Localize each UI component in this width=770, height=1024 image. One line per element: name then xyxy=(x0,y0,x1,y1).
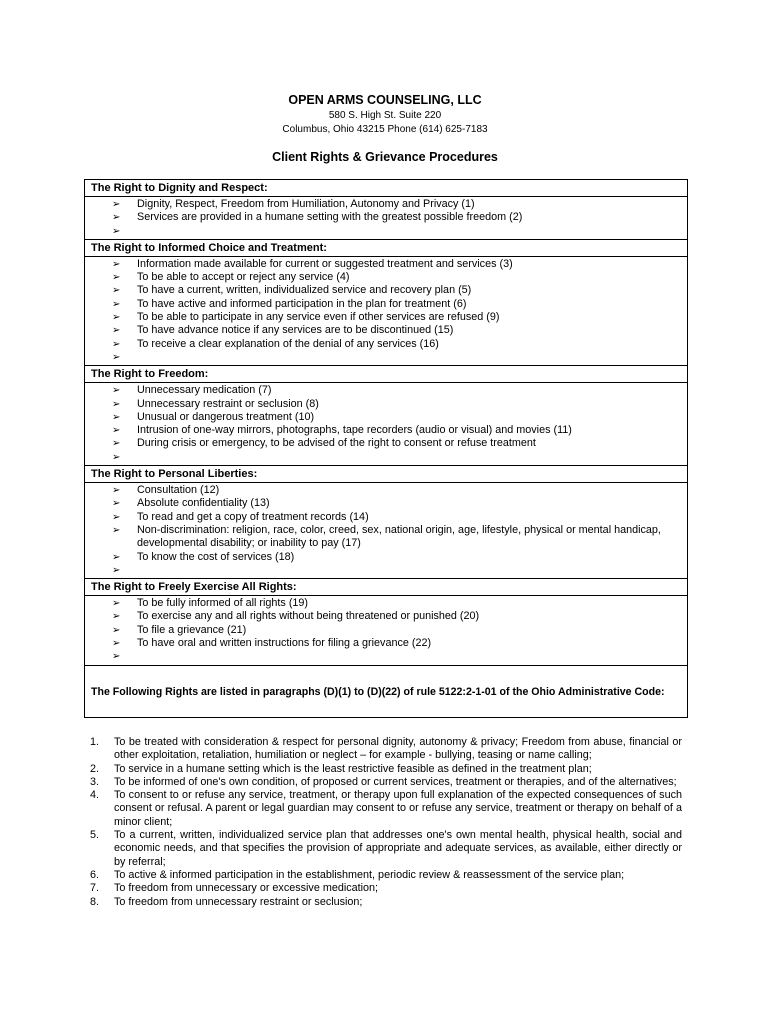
numbered-right-item xyxy=(84,882,682,895)
arrow-bullet-icon: ➢ xyxy=(112,272,121,284)
list-item xyxy=(112,225,687,238)
list-item xyxy=(112,258,687,271)
arrow-bullet-icon: ➢ xyxy=(112,312,121,324)
list-item-text: To receive a clear explanation of the denial of any services (16) xyxy=(137,337,439,350)
list-item-text: To know the cost of services (18) xyxy=(137,550,295,563)
item-number: 1. xyxy=(90,736,100,748)
arrow-bullet-icon: ➢ xyxy=(112,498,121,510)
arrow-bullet-icon: ➢ xyxy=(112,398,121,410)
list-item xyxy=(112,564,687,577)
numbered-rights-list xyxy=(84,736,682,909)
section-body xyxy=(85,483,687,579)
list-item xyxy=(112,338,687,351)
list-item-text: Non-discrimination: religion, race, color, creed, sex, national origin, age, lifestyle, physical or mental handicap, developmental disability; or inability to pay (17) xyxy=(137,523,661,550)
arrow-bullet-icon: ➢ xyxy=(112,258,121,270)
numbered-right-item xyxy=(84,763,682,776)
section-body xyxy=(85,383,687,466)
item-text: To freedom from unnecessary restraint or seclusion; xyxy=(114,895,363,908)
section-heading: The Right to Personal Liberties: xyxy=(85,466,687,483)
section-heading: The Right to Freedom: xyxy=(85,366,687,383)
bullet-list xyxy=(112,597,687,663)
list-item xyxy=(112,424,687,437)
address-line-1: 580 S. High St. Suite 220 xyxy=(328,110,442,121)
section-body xyxy=(85,596,687,665)
list-item xyxy=(112,451,687,464)
list-item xyxy=(112,298,687,311)
item-number: 5. xyxy=(90,829,100,842)
numbered-right-item xyxy=(84,829,682,869)
arrow-bullet-icon: ➢ xyxy=(112,225,121,237)
arrow-bullet-icon: ➢ xyxy=(112,651,121,663)
list-item xyxy=(112,411,687,424)
rights-table xyxy=(84,179,688,718)
list-item xyxy=(112,198,687,211)
arrow-bullet-icon: ➢ xyxy=(112,298,121,310)
organization-name: OPEN ARMS COUNSELING, LLC xyxy=(288,93,482,107)
list-item-text: Unusual or dangerous treatment (10) xyxy=(137,410,315,423)
item-text: To be treated with consideration & respect for personal dignity, autonomy & privacy; Freedom from abuse, financial or other exploitation, retaliation, humiliation or neglect – for example - bullying, teasing or name calling; xyxy=(114,736,682,762)
list-item-text: Dignity, Respect, Freedom from Humiliation, Autonomy and Privacy (1) xyxy=(137,198,475,210)
rule-note: The Following Rights are listed in paragraphs (D)(1) to (D)(22) of rule 5122:2-1-01 of the Ohio Administrative Code: xyxy=(85,666,687,718)
bullet-list xyxy=(112,258,687,364)
item-text: To active & informed participation in the establishment, periodic review & reassessment of the service plan; xyxy=(114,868,625,881)
list-item xyxy=(112,437,687,450)
bullet-list xyxy=(112,484,687,577)
list-item xyxy=(112,351,687,364)
list-item-text: Information made available for current or suggested treatment and services (3) xyxy=(137,257,513,270)
arrow-bullet-icon: ➢ xyxy=(112,338,121,350)
bullet-list xyxy=(112,384,687,464)
arrow-bullet-icon: ➢ xyxy=(112,511,121,523)
list-item xyxy=(112,398,687,411)
document-title: Client Rights & Grievance Procedures xyxy=(272,150,498,164)
list-item xyxy=(112,524,687,551)
list-item xyxy=(112,511,687,524)
list-item-text: Services are provided in a humane setting with the greatest possible freedom (2) xyxy=(137,211,523,224)
list-item xyxy=(112,211,687,224)
address-line-2: Columbus, Ohio 43215 Phone (614) 625-7183 xyxy=(282,124,488,135)
arrow-bullet-icon: ➢ xyxy=(112,624,121,636)
numbered-right-item xyxy=(84,789,682,829)
list-item xyxy=(112,650,687,663)
arrow-bullet-icon: ➢ xyxy=(112,438,121,450)
numbered-right-item xyxy=(84,869,682,882)
item-number: 2. xyxy=(90,762,100,775)
item-text: To be informed of one's own condition, of proposed or current services, treatment or therapies, and of the alternatives; xyxy=(114,775,677,788)
list-item-text: To be able to accept or reject any service (4) xyxy=(137,271,350,284)
list-item xyxy=(112,284,687,297)
section-body xyxy=(85,257,687,366)
list-item xyxy=(112,271,687,284)
arrow-bullet-icon: ➢ xyxy=(112,524,121,536)
arrow-bullet-icon: ➢ xyxy=(112,285,121,297)
arrow-bullet-icon: ➢ xyxy=(112,551,121,563)
item-text: To service in a humane setting which is the least restrictive feasible as defined in the treatment plan; xyxy=(114,762,592,775)
arrow-bullet-icon: ➢ xyxy=(112,564,121,576)
list-item-text: During crisis or emergency, to be advised of the right to consent or refuse treatment xyxy=(137,437,536,450)
section-heading: The Right to Freely Exercise All Rights: xyxy=(85,579,687,596)
list-item-text: To have a current, written, individualized service and recovery plan (5) xyxy=(137,284,472,297)
item-text: To a current, written, individualized service plan that addresses one's own mental health, physical health, social and economic needs, and that specifies the provision of appropriate and adequate services, as available, either directly or by referral; xyxy=(114,829,682,868)
list-item-text: To have advance notice if any services are to be discontinued (15) xyxy=(137,324,454,337)
list-item-text: To exercise any and all rights without being threatened or punished (20) xyxy=(137,610,480,623)
item-text: To freedom from unnecessary or excessive medication; xyxy=(114,882,379,895)
list-item-text: To be fully informed of all rights (19) xyxy=(137,597,309,610)
list-item-text: To file a grievance (21) xyxy=(137,623,247,636)
arrow-bullet-icon: ➢ xyxy=(112,199,121,210)
list-item-text: To have active and informed participation in the plan for treatment (6) xyxy=(137,297,467,310)
numbered-right-item xyxy=(84,736,682,763)
item-number: 3. xyxy=(90,775,100,788)
list-item xyxy=(112,597,687,610)
arrow-bullet-icon: ➢ xyxy=(112,385,121,397)
list-item-text: Absolute confidentiality (13) xyxy=(137,497,270,510)
bullet-list xyxy=(112,198,687,238)
list-item xyxy=(112,497,687,510)
list-item-text: Unnecessary medication (7) xyxy=(137,384,272,397)
numbered-right-item xyxy=(84,896,682,909)
list-item-text: To have oral and written instructions for filing a grievance (22) xyxy=(137,637,432,650)
list-item xyxy=(112,311,687,324)
item-number: 7. xyxy=(90,882,100,895)
arrow-bullet-icon: ➢ xyxy=(112,325,121,337)
arrow-bullet-icon: ➢ xyxy=(112,351,121,363)
item-number: 8. xyxy=(90,895,100,908)
arrow-bullet-icon: ➢ xyxy=(112,485,121,497)
section-heading: The Right to Informed Choice and Treatment: xyxy=(85,240,687,257)
item-number: 4. xyxy=(90,789,100,802)
list-item-text: Consultation (12) xyxy=(137,484,220,497)
arrow-bullet-icon: ➢ xyxy=(112,451,121,463)
list-item xyxy=(112,484,687,497)
list-item-text: To be able to participate in any service even if other services are refused (9) xyxy=(137,311,500,324)
numbered-right-item xyxy=(84,776,682,789)
section-body xyxy=(85,197,687,240)
arrow-bullet-icon: ➢ xyxy=(112,598,121,610)
list-item xyxy=(112,637,687,650)
arrow-bullet-icon: ➢ xyxy=(112,638,121,650)
arrow-bullet-icon: ➢ xyxy=(112,425,121,437)
item-text: To consent to or refuse any service, treatment, or therapy upon full explanation of the expected consequences of such consent or refusal. A parent or legal guardian may consent to or refuse any service, treatment or therapy on behalf of a minor client; xyxy=(114,789,682,828)
list-item-text: To read and get a copy of treatment records (14) xyxy=(137,510,369,523)
list-item xyxy=(112,324,687,337)
list-item xyxy=(112,551,687,564)
arrow-bullet-icon: ➢ xyxy=(112,212,121,224)
list-item xyxy=(112,384,687,397)
list-item-text: Unnecessary restraint or seclusion (8) xyxy=(137,397,319,410)
list-item-text: Intrusion of one-way mirrors, photographs, tape recorders (audio or visual) and movies (11) xyxy=(137,424,572,437)
list-item xyxy=(112,610,687,623)
list-item xyxy=(112,624,687,637)
section-heading: The Right to Dignity and Respect: xyxy=(85,180,687,197)
arrow-bullet-icon: ➢ xyxy=(112,411,121,423)
arrow-bullet-icon: ➢ xyxy=(112,611,121,623)
item-number: 6. xyxy=(90,868,100,881)
